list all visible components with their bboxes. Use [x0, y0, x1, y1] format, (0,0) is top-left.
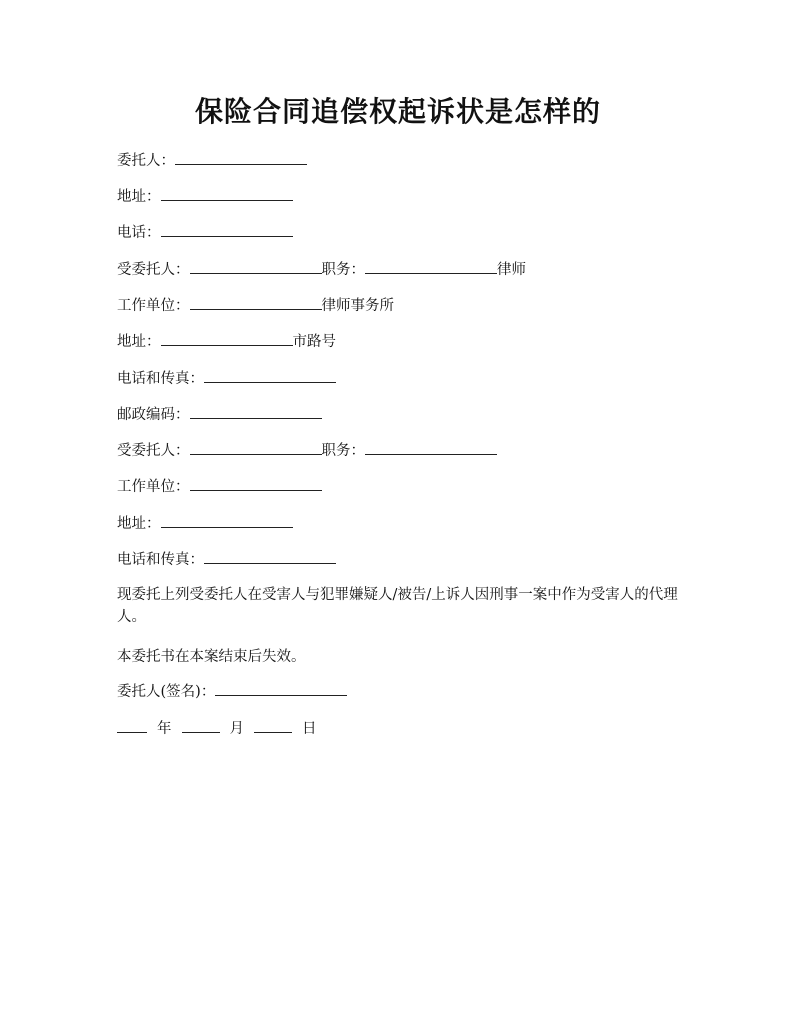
position-suffix-1: 律师: [497, 262, 526, 278]
address-line-1: [117, 185, 293, 208]
agent-label-1: 受委托人：: [117, 262, 190, 278]
year-blank: [117, 717, 147, 733]
month-blank: [182, 717, 220, 733]
position-blank-1: [365, 258, 497, 274]
phone-fax-blank-2: [204, 548, 336, 564]
address-line-3: [117, 512, 293, 535]
workplace-label-2: 工作单位：: [117, 479, 190, 495]
signature-blank: [215, 680, 347, 696]
agent-label-2: 受委托人：: [117, 443, 190, 459]
client-label: 委托人：: [117, 153, 175, 169]
workplace-label-1: 工作单位：: [117, 298, 190, 314]
postcode-line: [117, 403, 322, 426]
agent-line-1: [117, 258, 526, 281]
phone-line-1: [117, 221, 293, 244]
phone-blank-1: [161, 221, 293, 237]
address-blank-3: [161, 512, 293, 528]
workplace-suffix-1: 律师事务所: [321, 298, 394, 314]
month-label: 月: [229, 721, 244, 737]
phone-label-1: 电话：: [117, 225, 161, 241]
signature-label: 委托人(签名)：: [117, 684, 216, 700]
date-line: [117, 717, 317, 740]
phone-fax-label-1: 电话和传真：: [117, 371, 204, 387]
workplace-line-2: [117, 475, 322, 498]
postcode-blank: [190, 403, 322, 419]
phone-fax-blank-1: [204, 367, 336, 383]
position-label-1: 职务：: [321, 262, 365, 278]
client-blank: [175, 149, 307, 165]
agent-line-2: [117, 439, 497, 462]
agent-blank-1: [190, 258, 322, 274]
expiry-paragraph: 本委托书在本案结束后失效。: [117, 649, 306, 665]
workplace-blank-2: [190, 475, 322, 491]
workplace-line-1: [117, 294, 394, 317]
agent-blank-2: [190, 439, 322, 455]
postcode-label: 邮政编码：: [117, 407, 190, 423]
authorization-paragraph: 现委托上列受委托人在受害人与犯罪嫌疑人/被告/上诉人因刑事一案中作为受害人的代理人。: [117, 587, 678, 625]
position-blank-2: [365, 439, 497, 455]
address-suffix-2: 市路号: [292, 334, 336, 350]
client-line: [117, 149, 307, 172]
day-blank: [254, 717, 292, 733]
position-label-2: 职务：: [321, 443, 365, 459]
signature-line: [117, 680, 347, 703]
workplace-blank-1: [190, 294, 322, 310]
address-label-1: 地址：: [117, 189, 161, 205]
address-blank-2: [161, 330, 293, 346]
year-label: 年: [157, 721, 172, 737]
address-blank-1: [161, 185, 293, 201]
address-label-3: 地址：: [117, 516, 161, 532]
phone-fax-label-2: 电话和传真：: [117, 552, 204, 568]
day-label: 日: [302, 721, 317, 737]
phone-fax-line-2: [117, 548, 336, 571]
document-title: 保险合同追偿权起诉状是怎样的: [194, 95, 601, 128]
address-label-2: 地址：: [117, 334, 161, 350]
address-line-2: [117, 330, 336, 353]
phone-fax-line-1: [117, 367, 336, 390]
